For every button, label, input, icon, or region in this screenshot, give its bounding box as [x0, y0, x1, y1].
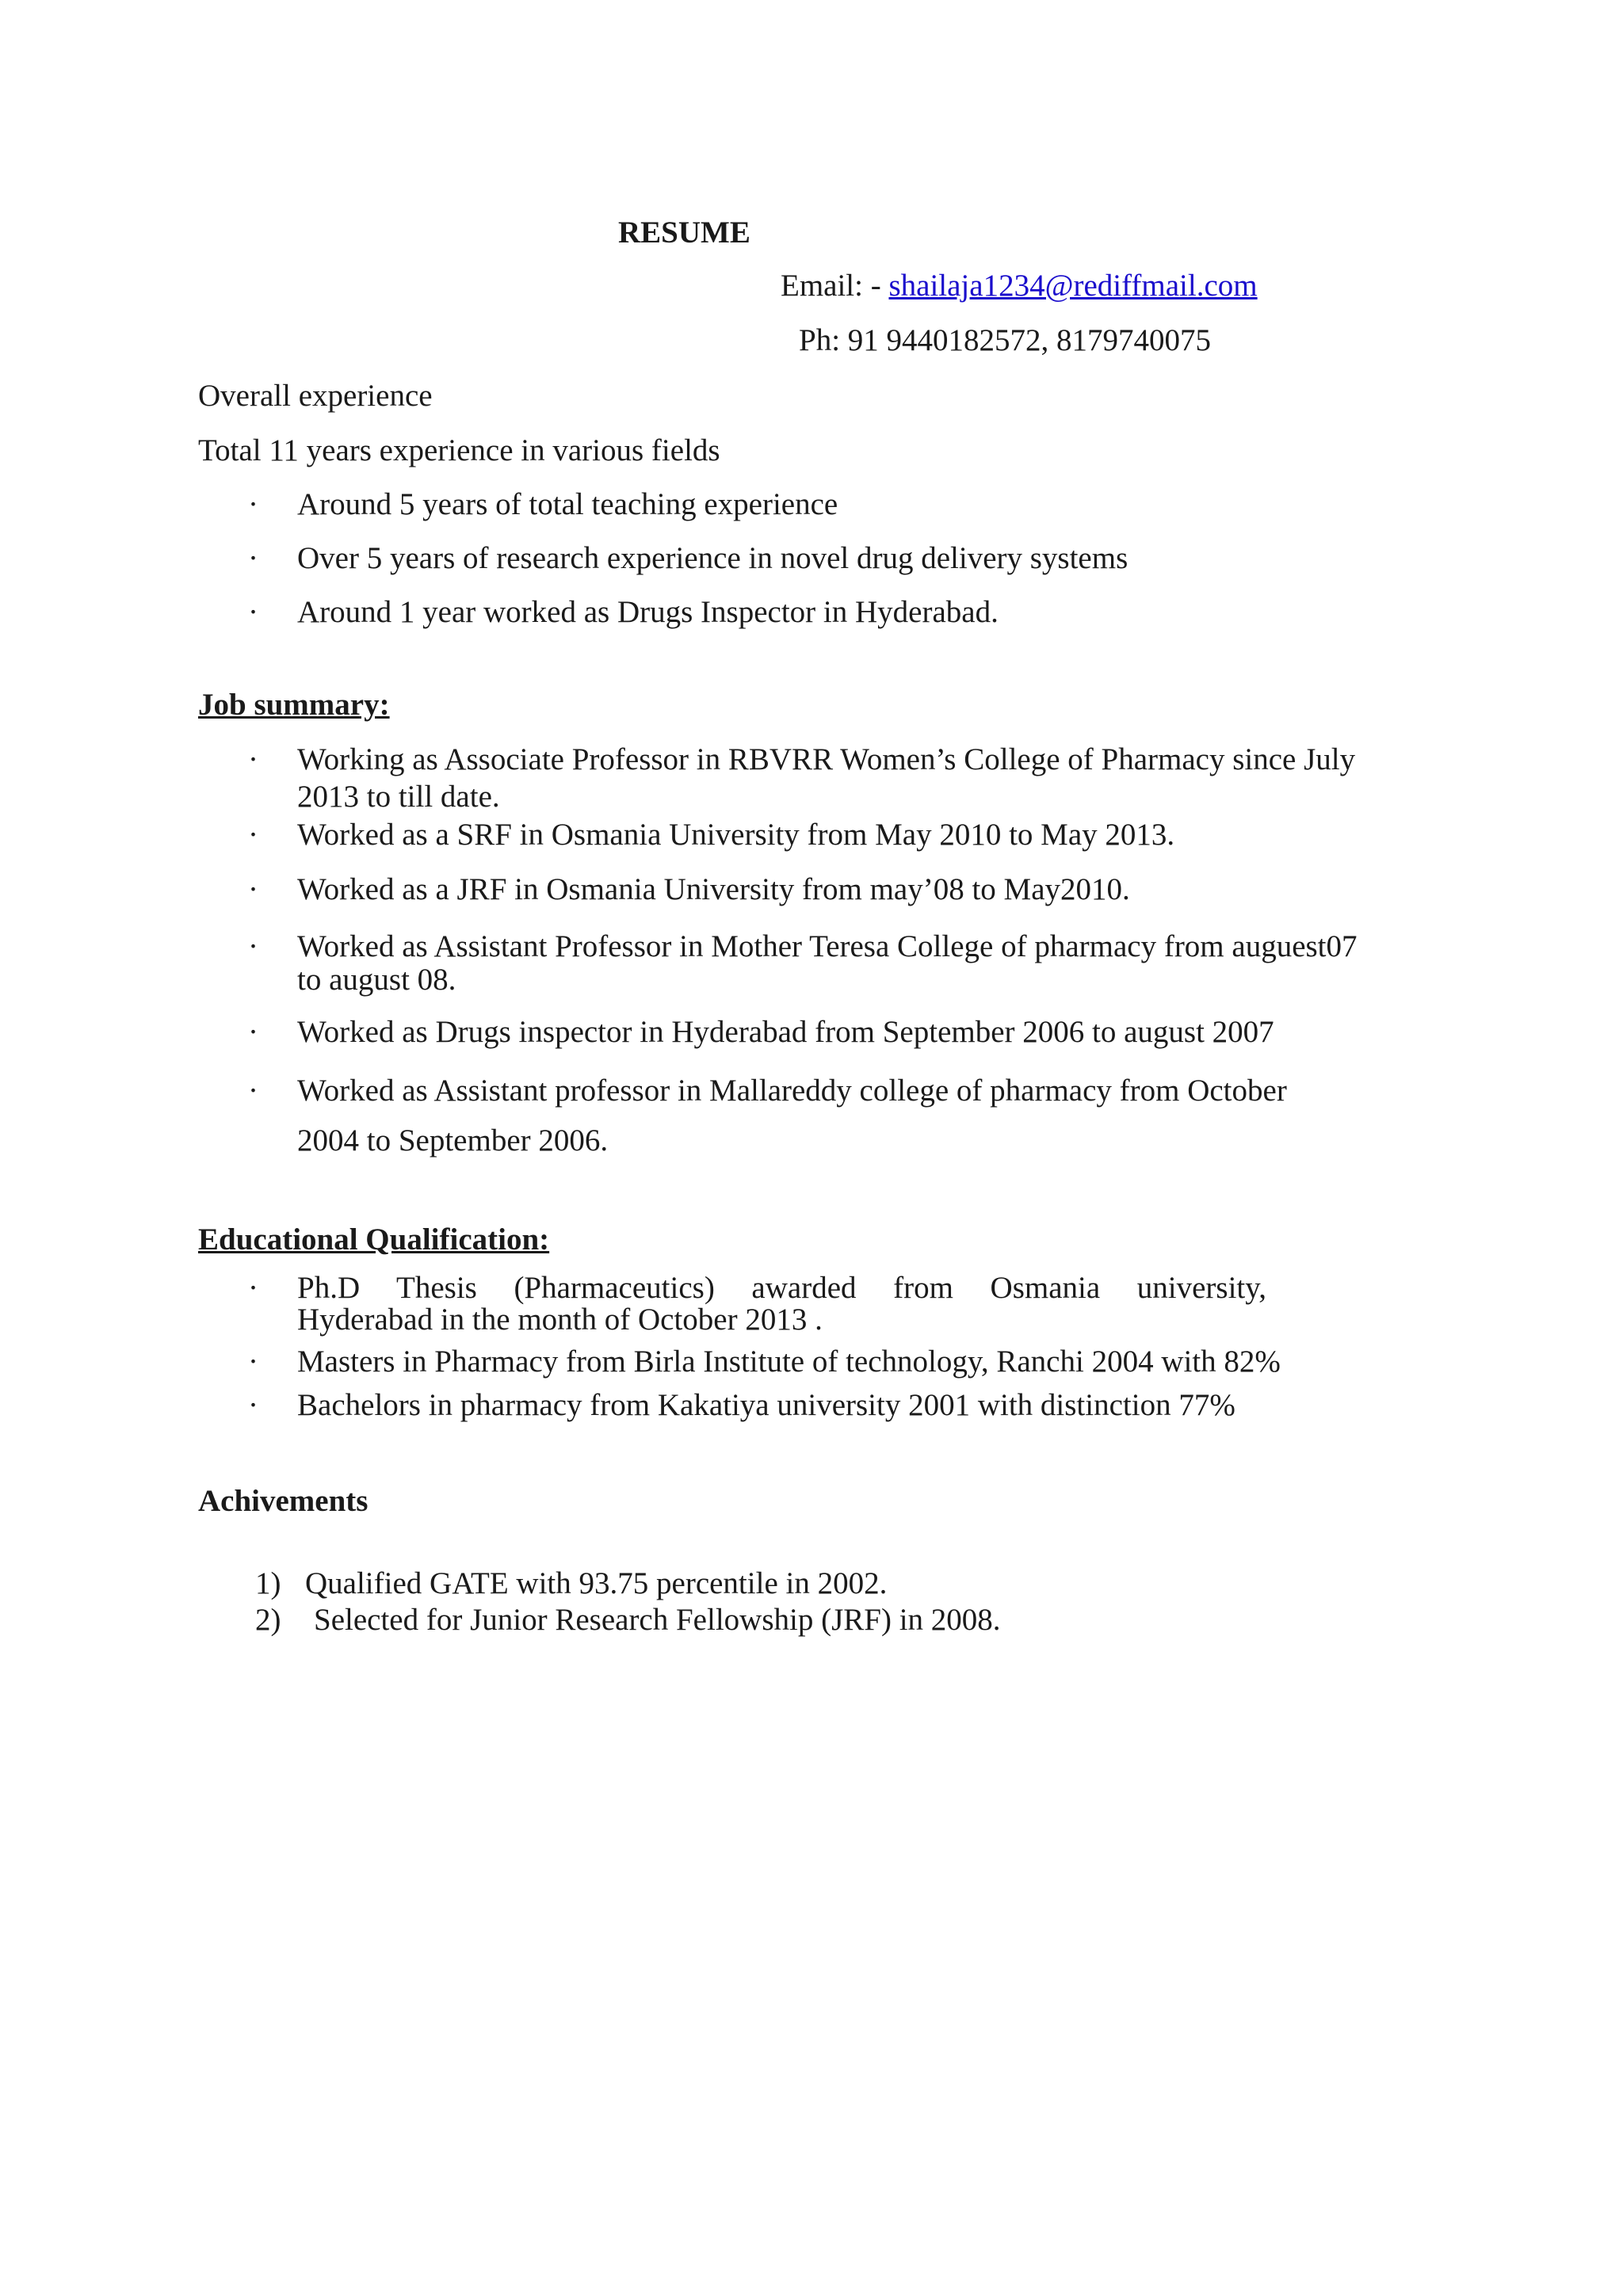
- job-item-continuation: 2013 to till date.: [297, 780, 500, 814]
- overall-item: Around 5 years of total teaching experience: [297, 487, 838, 521]
- job-summary-heading: Job summary:: [198, 688, 390, 722]
- list-number: 1): [255, 1566, 281, 1600]
- achievements-heading: Achivements: [198, 1484, 369, 1518]
- email-label: Email: -: [781, 269, 889, 303]
- job-item-continuation: to august 08.: [297, 963, 456, 997]
- bullet-marker: ·: [248, 1015, 258, 1049]
- overall-item: Around 1 year worked as Drugs Inspector in Hyderabad.: [297, 595, 999, 629]
- job-item-line: Worked as Drugs inspector in Hyderabad from September 2006 to august 2007: [297, 1015, 1274, 1049]
- bullet-marker: ·: [248, 929, 258, 963]
- education-item-continuation: Hyderabad in the month of October 2013 .: [297, 1302, 823, 1337]
- bullet-marker: ·: [248, 742, 258, 776]
- job-item-line: Worked as Assistant Professor in Mother Teresa College of pharmacy from auguest07: [297, 929, 1358, 963]
- bullet-marker: ·: [248, 1074, 258, 1108]
- job-item-line: Worked as a SRF in Osmania University from May 2010 to May 2013.: [297, 818, 1175, 852]
- bullet-marker: ·: [248, 487, 258, 521]
- education-item-line: Masters in Pharmacy from Birla Institute of technology, Ranchi 2004 with 82%: [297, 1344, 1281, 1379]
- achievement-item: Qualified GATE with 93.75 percentile in 2002.: [305, 1566, 888, 1600]
- bullet-marker: ·: [248, 1388, 258, 1422]
- education-item-line: Ph.D Thesis (Pharmaceutics) awarded from Osmania university,: [297, 1271, 1266, 1305]
- bullet-marker: ·: [248, 1344, 258, 1379]
- job-item-continuation: 2004 to September 2006.: [297, 1123, 609, 1158]
- list-number: 2): [255, 1603, 281, 1637]
- phone-line: Ph: 91 9440182572, 8179740075: [799, 323, 1212, 357]
- bullet-marker: ·: [248, 1271, 258, 1305]
- bullet-marker: ·: [248, 595, 258, 629]
- job-item-line: Working as Associate Professor in RBVRR Women’s College of Pharmacy since July: [297, 742, 1356, 776]
- page-title: RESUME: [618, 215, 750, 250]
- bullet-marker: ·: [248, 541, 258, 575]
- education-item-line: Bachelors in pharmacy from Kakatiya university 2001 with distinction 77%: [297, 1388, 1235, 1422]
- overall-experience-heading: Overall experience: [198, 379, 433, 413]
- email-line: [781, 268, 1258, 304]
- bullet-marker: ·: [248, 818, 258, 852]
- overall-item: Over 5 years of research experience in novel drug delivery systems: [297, 541, 1128, 575]
- bullet-marker: ·: [248, 872, 258, 906]
- job-item-line: Worked as Assistant professor in Mallareddy college of pharmacy from October: [297, 1074, 1287, 1108]
- education-heading: Educational Qualification:: [198, 1222, 550, 1257]
- achievement-item: Selected for Junior Research Fellowship (JRF) in 2008.: [314, 1603, 1001, 1637]
- total-experience-line: Total 11 years experience in various fields: [198, 433, 720, 467]
- email-link[interactable]: shailaja1234@rediffmail.com: [888, 269, 1258, 303]
- job-item-line: Worked as a JRF in Osmania University from may’08 to May2010.: [297, 872, 1130, 906]
